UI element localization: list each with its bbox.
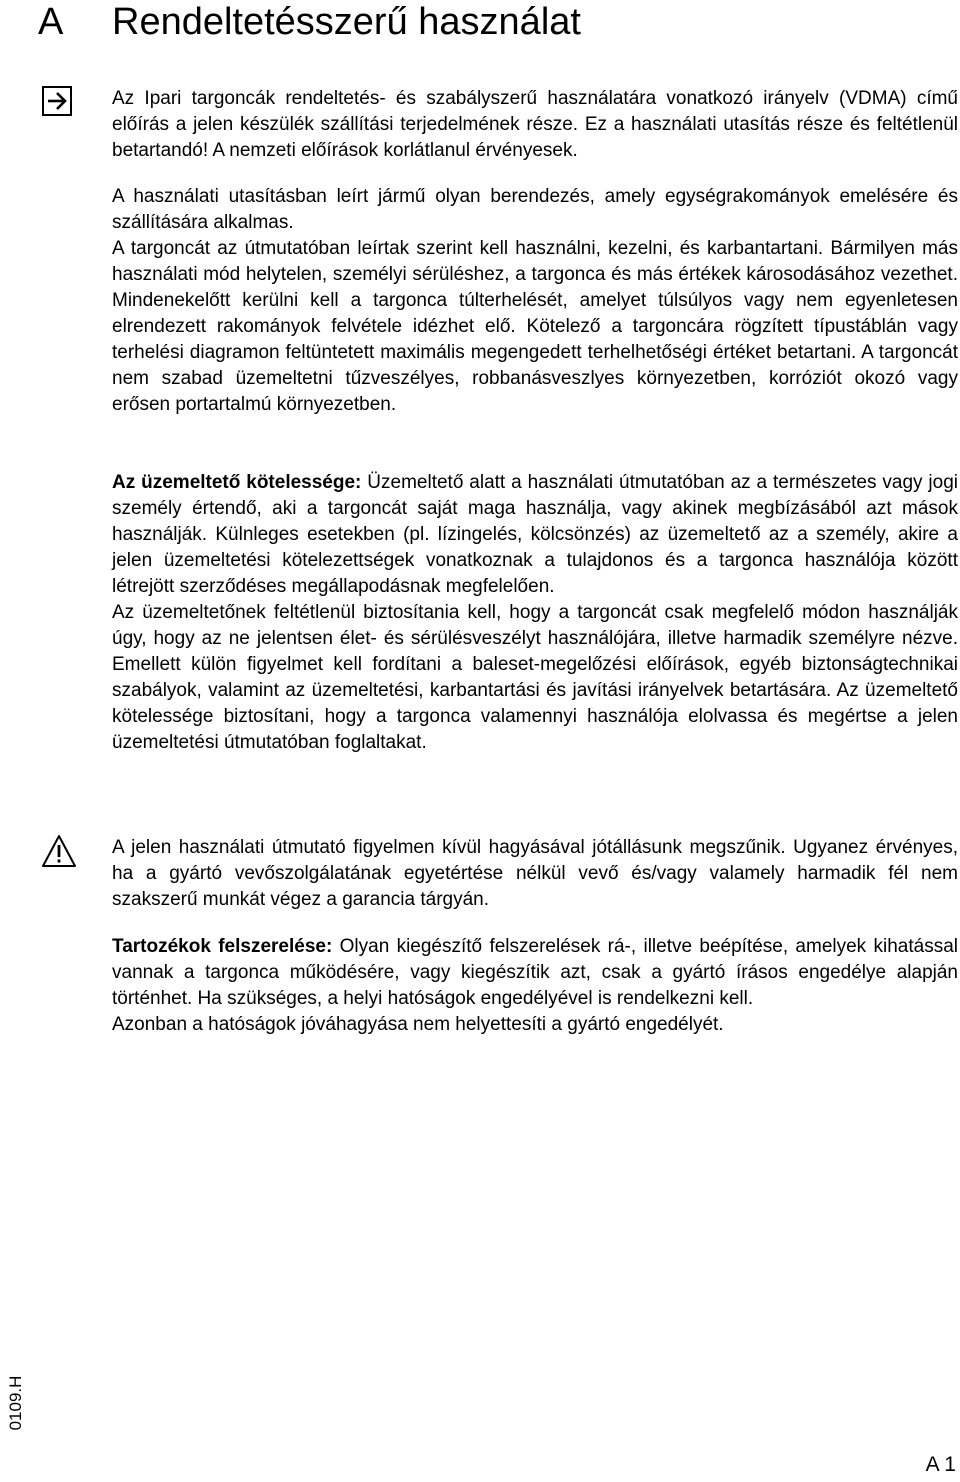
warning-paragraph: A jelen használati útmutató figyelmen kívül hagyásával jótállásunk megszűnik. Ugyanez érvényes, ha a gyártó vevőszolgálatának egyetértése nélkül vevő és/vagy valamely harmadik fél nem szakszerű munkát végez a garancia tárgyán.	[112, 837, 958, 910]
accessories-text-1: Olyan kiegészítő felszerelések rá-, illetve beépítése, amelyek kihatással vannak a targonca működésére, vagy kiegészítik azt, csak a gyártó írásos engedélye alapján történhet. Ha szükséges, a helyi hatóságok engedélyével is rendelkezni kell.	[112, 936, 958, 1009]
operator-section	[112, 470, 958, 756]
usage-paragraph-2: A targoncát az útmutatóban leírtak szerint kell használni, kezelni, és karbantartani. Bármilyen más használati mód helytelen, személyi sérüléshez, a targonca és más értékek károsodásához vezethet. Mindenekelőtt kerülni kell a targonca túlterhelését, amelyet túlsúlyos vagy nem egyenletesen elrendezett rakományok felvétele idézhet elő. Kötelező a targoncára rögzített típustáblán vagy terhelési diagramon feltüntetett maximális megengedett terhelhetőségi értéket betartani. A targoncát nem szabad üzemeltetni tűzveszélyes, robbanásveszlyes környezetben, korróziót okozó vagy erősen portartalmú környezetben.	[112, 238, 958, 415]
accessories-paragraph-1	[112, 934, 958, 1012]
page-number: A 1	[925, 1453, 956, 1476]
page-title: Rendeltetésszerű használat	[112, 1, 581, 43]
accessories-paragraph-2: Azonban a hatóságok jóváhagyása nem helyettesíti a gyártó engedélyét.	[112, 1014, 724, 1035]
operator-paragraph-1	[112, 470, 958, 600]
chapter-letter: A	[38, 1, 64, 43]
operator-paragraph-2: Az üzemeltetőnek feltétlenül biztosítania kell, hogy a targoncát csak megfelelő módon használják úgy, hogy az ne jelentsen élet- és sérülésveszélyt használójára, illetve harmadik személyre nézve. Emellett külön figyelmet kell fordítani a baleset-megelőzési előírások, egyéb biztonságtechnikai szabályok, valamint az üzemeltetési, karbantartási és javítási irányelvek betartására. Az üzemeltető kötelessége biztosítani, hogy a targonca valamennyi használója elolvassa és megértse a jelen üzemeltetési útmutatóban foglaltakat.	[112, 602, 958, 753]
operator-text-1: Üzemeltető alatt a használati útmutatóban az a természetes vagy jogi személy értendő, aki a targoncát saját maga használja, vagy akinek megbízásából azt mások használják. Külnleges esetekben (pl. lízingelés, kölcsönzés) az üzemeltető az a személy, akire a jelen üzemeltetési kötelezettségek vonatkoznak a tulajdonos és a targonca használója között létrejött szerződéses megállapodásnak megfelelően.	[112, 472, 958, 597]
document-code: 0109.H	[6, 1375, 25, 1431]
warning-triangle-icon	[41, 834, 77, 868]
warning-section	[112, 835, 958, 913]
usage-section	[112, 184, 958, 418]
usage-paragraph-1: A használati utasításban leírt jármű olyan berendezés, amely egységrakományok emelésére és szállítására alkalmas.	[112, 186, 958, 233]
operator-label: Az üzemeltető kötelessége:	[112, 472, 362, 493]
intro-paragraph: Az Ipari targoncák rendeltetés- és szabályszerű használatára vonatkozó irányelv (VDMA) című előírás a jelen készülék szállítási terjedelmének része. Ez a használati utasítás része és feltétlenül betartandó! A nemzeti előírások korlátlanul érvényesek.	[112, 88, 958, 161]
intro-section	[112, 86, 958, 164]
arrow-right-icon	[42, 86, 72, 116]
accessories-label: Tartozékok felszerelése:	[112, 936, 333, 957]
accessories-section	[112, 934, 958, 1038]
